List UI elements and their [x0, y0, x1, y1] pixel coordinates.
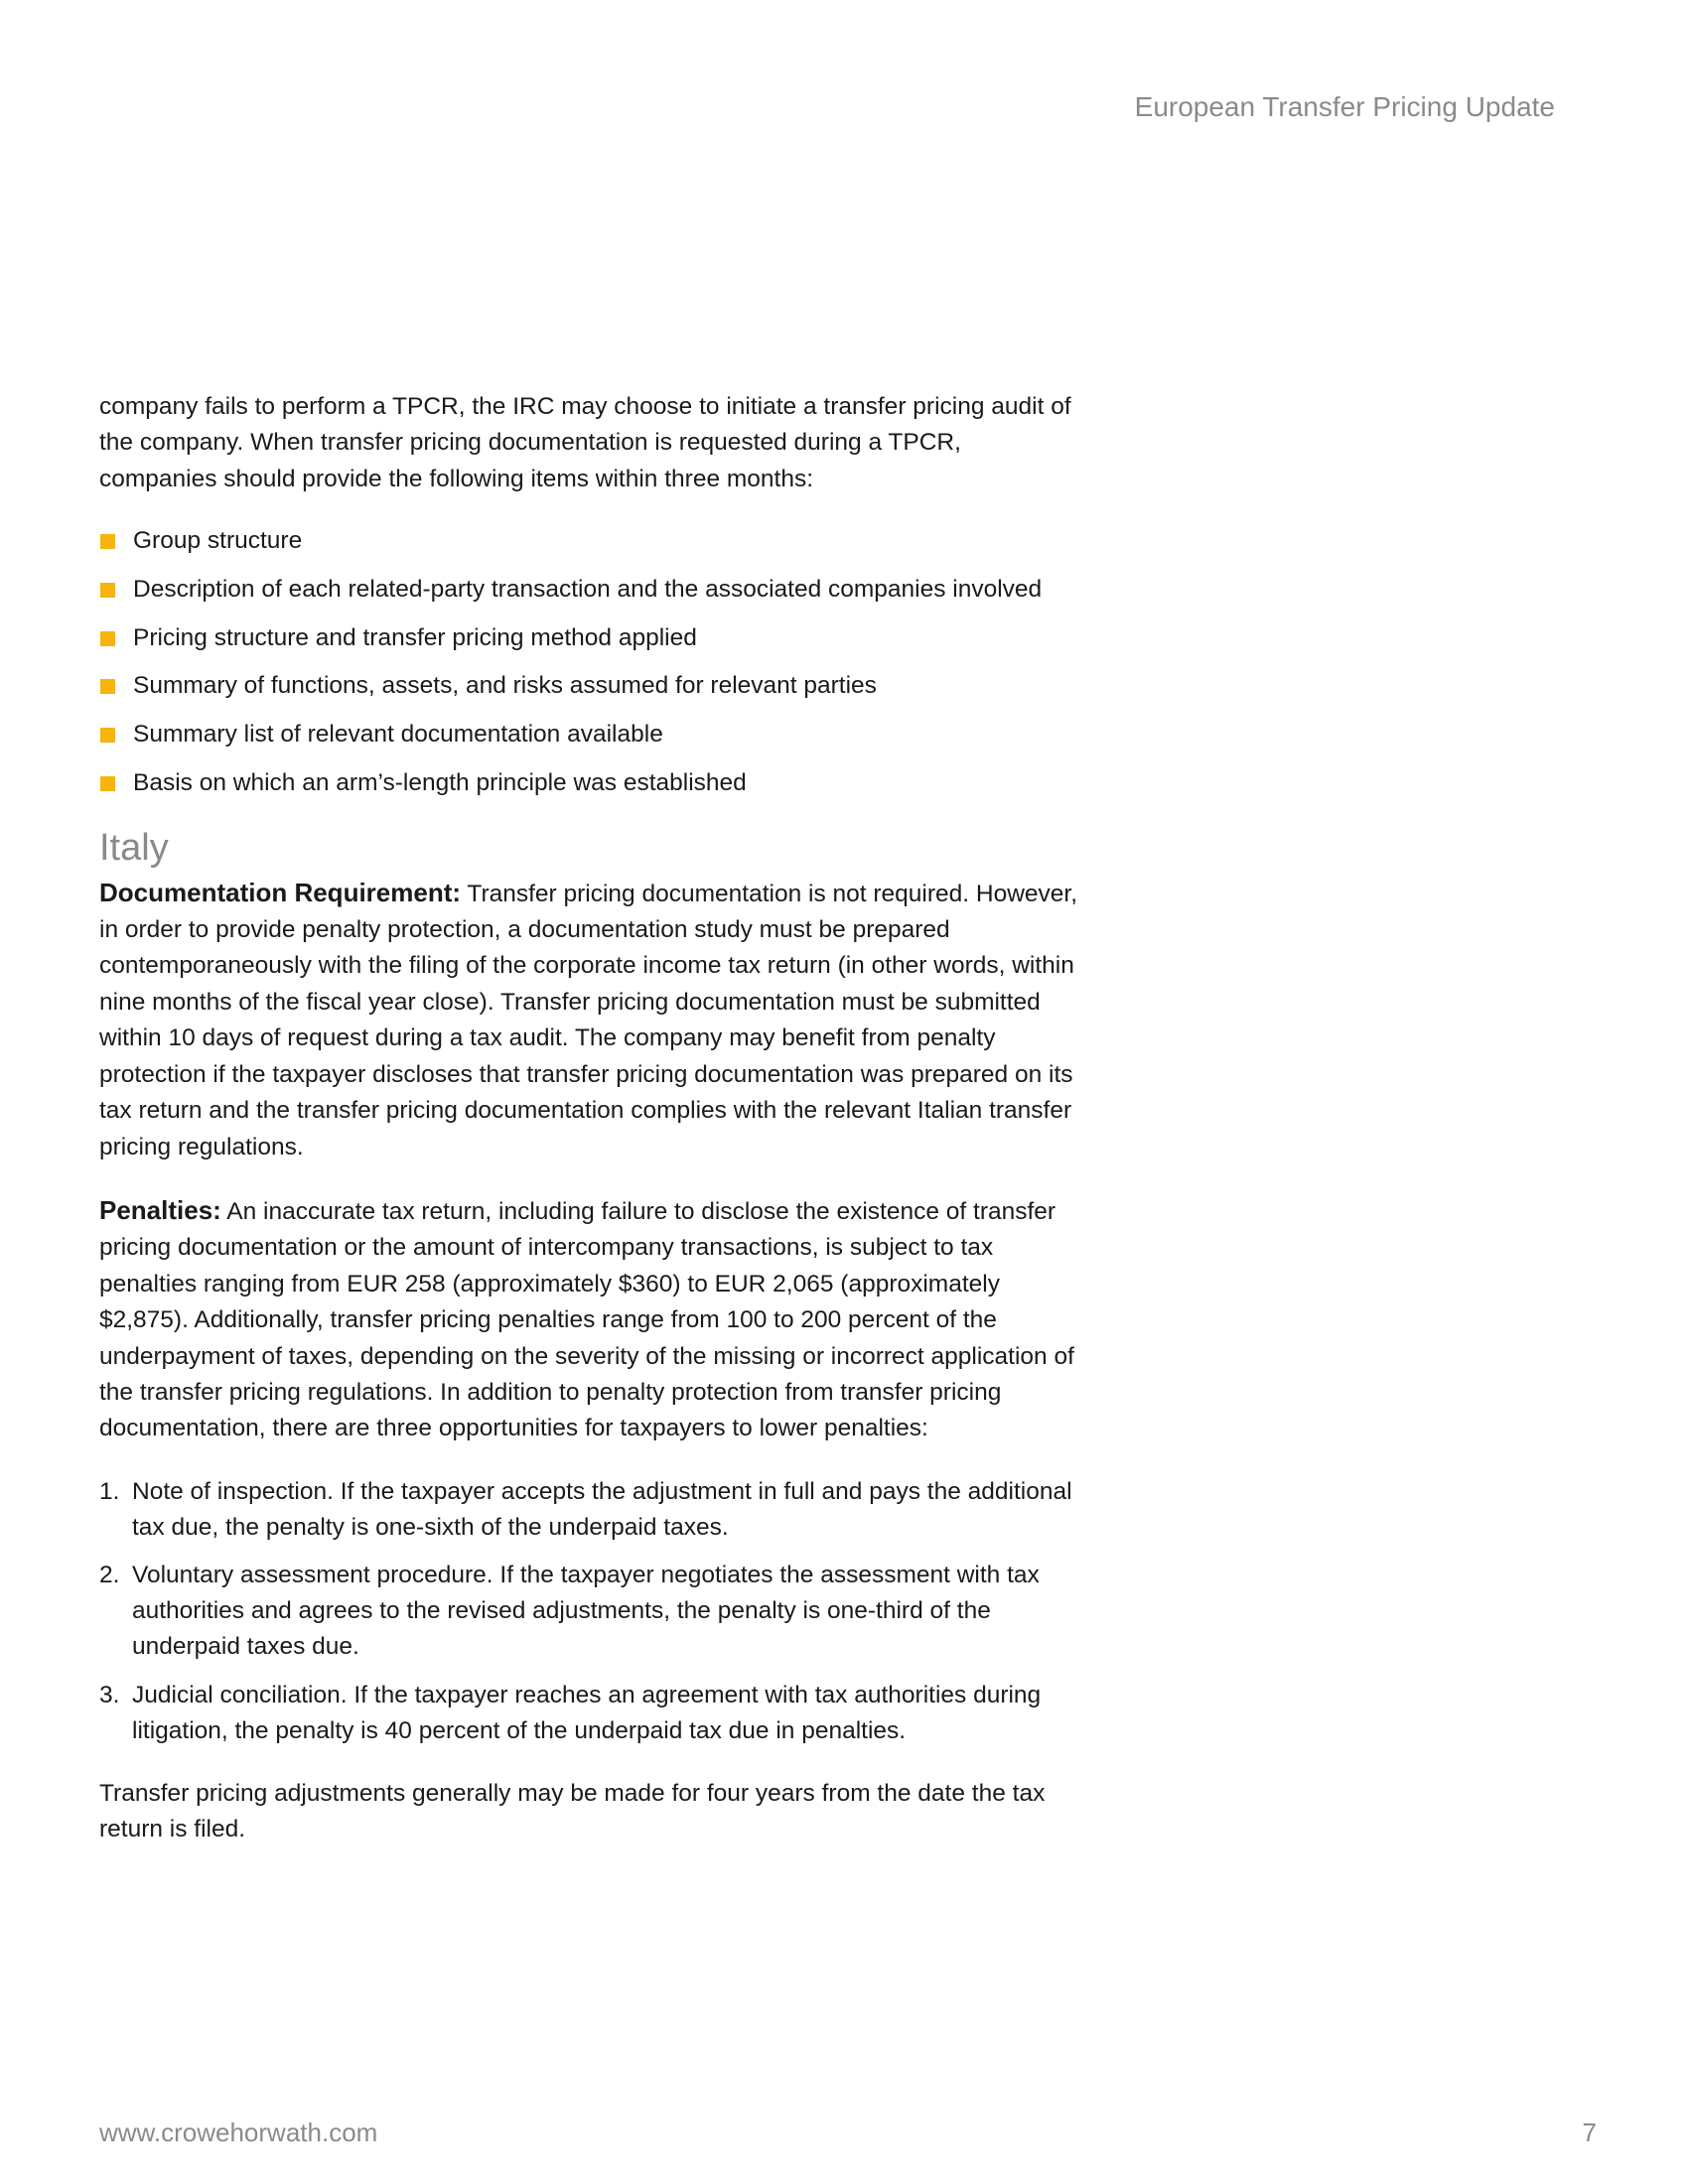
penalties-paragraph: [99, 1192, 1082, 1447]
list-item: [99, 717, 1082, 752]
penalty-reduction-list: [99, 1474, 1082, 1749]
square-bullet-icon: [100, 728, 115, 743]
list-item-text: Note of inspection. If the taxpayer accepts the adjustment in full and pays the additional tax due, the penalty is one-sixth of the underpaid taxes.: [132, 1477, 1072, 1541]
list-item: [99, 1678, 1082, 1749]
list-item-text: Summary list of relevant documentation available: [133, 720, 663, 748]
list-item-text: Group structure: [133, 527, 303, 555]
list-item: [99, 1474, 1082, 1546]
main-content: [99, 389, 1082, 1848]
list-item-text: Description of each related-party transaction and the associated companies involved: [133, 575, 1043, 603]
required-items-list: [99, 523, 1082, 800]
list-item: [99, 523, 1082, 559]
intro-paragraph: company fails to perform a TPCR, the IRC may choose to initiate a transfer pricing audit of the company. When transfer pricing documentation is requested during a TPCR, companies should provide the following items within three months:: [99, 393, 1071, 492]
list-item-text: Pricing structure and transfer pricing method applied: [133, 623, 697, 651]
section-heading-italy: Italy: [99, 826, 169, 869]
list-item: [99, 1558, 1082, 1665]
square-bullet-icon: [100, 534, 115, 549]
footer-website-link[interactable]: www.crowehorwath.com: [99, 2117, 378, 2147]
list-item-text: Basis on which an arm’s-length principle was established: [133, 768, 747, 796]
list-item: [99, 620, 1082, 656]
square-bullet-icon: [100, 583, 115, 598]
list-item-text: Voluntary assessment procedure. If the taxpayer negotiates the assessment with tax authorities and agrees to the revised adjustments, the penalty is one-third of the underpaid taxes due.: [132, 1562, 1040, 1661]
list-item: [99, 572, 1082, 608]
list-item-number: 2.: [99, 1562, 120, 1589]
page-number: 7: [1582, 2117, 1597, 2147]
list-item-text: Judicial conciliation. If the taxpayer reaches an agreement with tax authorities during litigation, the penalty is 40 percent of the underpaid tax due in penalties.: [132, 1681, 1042, 1744]
list-item-text: Summary of functions, assets, and risks assumed for relevant parties: [133, 672, 877, 700]
list-item-number: 1.: [99, 1477, 120, 1505]
penalties-label: Penalties:: [99, 1194, 221, 1225]
list-item-number: 3.: [99, 1681, 120, 1708]
closing-paragraph: Transfer pricing adjustments generally may be made for four years from the date the tax return is filed.: [99, 1779, 1046, 1843]
square-bullet-icon: [100, 776, 115, 791]
documentation-requirement-text: Transfer pricing documentation is not required. However, in order to provide penalty protection, a documentation study must be prepared contemporaneously with the filing of the corporate income tax return (in other words, within nine months of the fiscal year close). Transfer pricing documentation must be submitted within 10 days of request during a tax audit. The company may benefit from penalty protection if the taxpayer discloses that transfer pricing documentation was prepared on its tax return and the transfer pricing documentation complies with the relevant Italian transfer pricing regulations.: [99, 880, 1078, 1160]
penalties-text: An inaccurate tax return, including failure to disclose the existence of transfer pricing documentation or the amount of intercompany transactions, is subject to tax penalties ranging from EUR 258 (approximately $360) to EUR 2,065 (approximately $2,875). Additionally, transfer pricing penalties range from 100 to 200 percent of the underpayment of taxes, depending on the severity of the missing or incorrect application of the transfer pricing regulations. In addition to penalty protection from transfer pricing documentation, there are three opportunities for taxpayers to lower penalties:: [99, 1197, 1074, 1442]
square-bullet-icon: [100, 631, 115, 646]
list-item: [99, 668, 1082, 704]
square-bullet-icon: [100, 679, 115, 694]
running-header: European Transfer Pricing Update: [1134, 91, 1555, 122]
list-item: [99, 765, 1082, 801]
documentation-requirement-label: Documentation Requirement:: [99, 877, 462, 907]
documentation-requirement-paragraph: [99, 875, 1082, 1165]
